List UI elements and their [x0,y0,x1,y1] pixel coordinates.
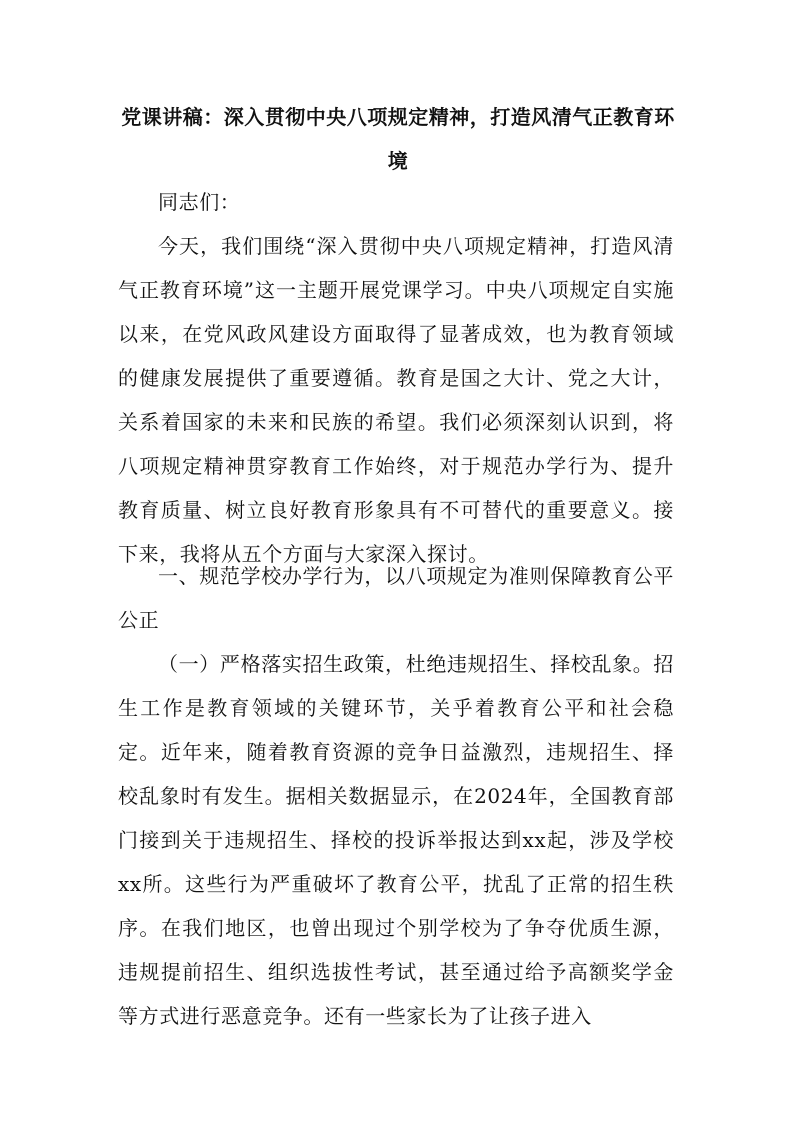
document-title: 党课讲稿：深入贯彻中央八项规定精神，打造风清气正教育环境 [121,105,675,173]
section-heading-1: 一、规范学校办学行为，以八项规定为准则保障教育公平公正 [118,564,674,632]
intro-paragraph: 今天，我们围绕“深入贯彻中央八项规定精神，打造风清气正教育环境”这一主题开展党课学习。中央八项规定自实施以来，在党风政风建设方面取得了显著成效，也为教育领域的健康发展提供了重要遵循。教育是国之大计、党之大计，关系着国家的未来和民族的希望。我们必须深刻认识到，将八项规定精神贯穿教育工作始终，对于规范办学行为、提升教育质量、树立良好教育形象具有不可替代的重要意义。接下来，我将从五个方面与大家深入探讨。 [118,234,674,566]
greeting-paragraph: 同志们： [158,190,241,214]
subsection-paragraph-1: （一）严格落实招生政策，杜绝违规招生、择校乱象。招生工作是教育领域的关键环节，关乎着教育公平和社会稳定。近年来，随着教育资源的竞争日益激烈，违规招生、择校乱象时有发生。据相关数据显示，在2024年，全国教育部门接到关于违规招生、择校的投诉举报达到xx起，涉及学校xx所。这些行为严重破坏了教育公平，扰乱了正常的招生秩序。在我们地区，也曾出现过个别学校为了争夺优质生源，违规提前招生、组织选拔性考试，甚至通过给予高额奖学金等方式进行恶意竞争。还有一些家长为了让孩子进入 [118,652,674,1028]
